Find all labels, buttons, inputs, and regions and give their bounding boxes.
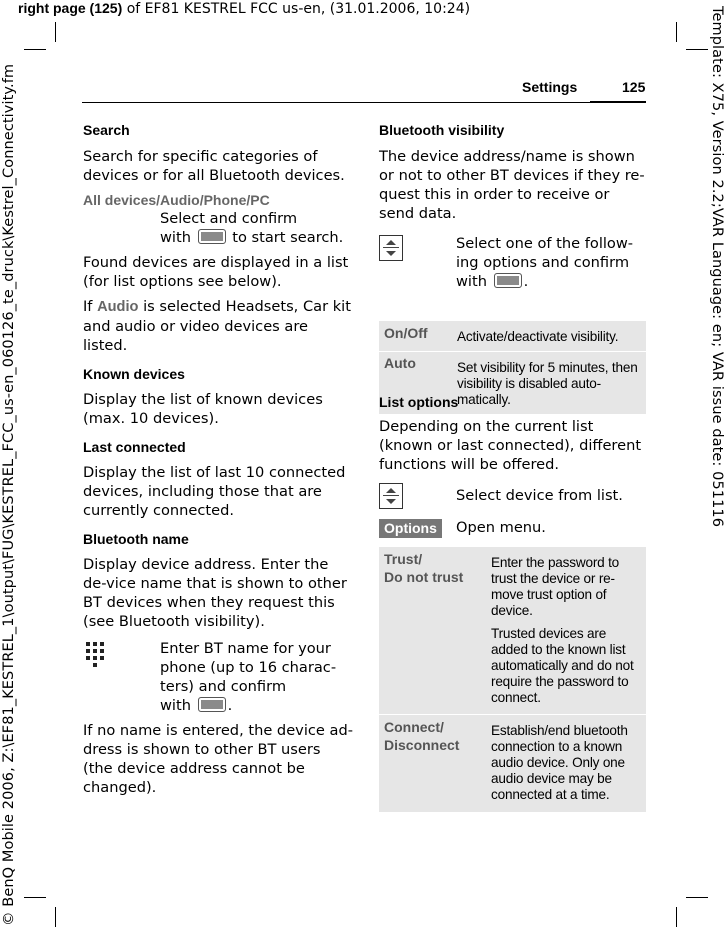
visibility-instruction-end: . (523, 273, 529, 290)
open-menu-instruction: Open menu. (456, 519, 546, 536)
crop-mark (686, 897, 708, 898)
with-label: with (160, 229, 191, 246)
softkey-icon (494, 273, 522, 288)
known-text: Display the list of known devices (max. 10 devices). (83, 391, 323, 427)
option-value-trust: Enter the password to trust the device or re-move trust option of device. (491, 555, 620, 618)
audio-note-word: Audio (97, 299, 139, 315)
option-value-connect: Establish/end bluetooth connection to a known audio device. Only one audio device may be connected at a time. (491, 723, 628, 802)
audio-note-post: is selected Headsets, Car kit and audio or video devices are listed. (83, 298, 351, 354)
header-rule (82, 102, 590, 103)
list-select-instruction: Select device from list. (456, 487, 623, 504)
option-key-on-off: On/Off (384, 325, 428, 341)
side-copyright: © BenQ Mobile 2006, Z:\EF81_KESTREL_1\output\FUG\KESTREL_FCC_us-en_060126_te_druck\Kestrel_Connectivity.fm (1, 63, 17, 926)
search-heading: Search (83, 122, 130, 138)
btname-instruction-end: . (227, 697, 233, 714)
running-head-section: Settings (522, 79, 578, 95)
option-key-trust: Trust/ (384, 551, 423, 567)
option-key-auto: Auto (384, 355, 416, 371)
search-menu-path: All devices/Audio/Phone/PC (83, 192, 270, 208)
print-header-doc: of EF81 KESTREL FCC us-en, (31.01.2006, 10:24) (122, 1, 471, 17)
crop-mark (24, 897, 46, 898)
last-text: Display the list of last 10 connected devices, including those that are currently connected. (83, 464, 346, 519)
list-options-section (379, 393, 647, 474)
crop-mark (55, 22, 56, 42)
audio-note-pre: If (83, 298, 93, 315)
search-text: Search for specific categories of devices or for all Bluetooth devices. (83, 148, 345, 184)
navigation-key-icon (379, 235, 403, 261)
btname-instruction-block (83, 639, 353, 715)
visibility-heading: Bluetooth visibility (379, 122, 505, 138)
visibility-instruction-block (379, 234, 647, 291)
with-label: with (160, 697, 191, 714)
option-key-disconnect: Disconnect (384, 737, 460, 753)
visibility-text: The device address/name is shown or not to other BT devices if they re-quest this in order to receive or send data. (379, 148, 645, 222)
search-audio-note (83, 297, 353, 355)
side-template: Template: X75, Version 2.2;VAR Language: en; VAR issue date: 051116 (709, 6, 725, 528)
list-options-table (379, 547, 646, 812)
option-value-on-off: Activate/deactivate visibility. (457, 329, 619, 344)
list-options-text: Depending on the current list (known or last connected), different functions will be offered. (379, 418, 642, 473)
softkey-icon (198, 229, 226, 244)
left-column (83, 121, 353, 797)
last-heading: Last connected (83, 439, 186, 455)
known-heading: Known devices (83, 366, 185, 382)
btname-instruction-2 (160, 696, 353, 715)
print-header (18, 0, 470, 17)
table-divider (379, 714, 646, 715)
btname-noname: If no name is entered, the device ad-dress is shown to other BT users (the device address cannot be changed). (83, 722, 353, 796)
navigation-key-icon (379, 483, 403, 509)
visibility-instruction-2 (456, 272, 647, 291)
search-found: Found devices are displayed in a list (for list options see below). (83, 254, 349, 290)
option-key-do-not-trust: Do not trust (384, 569, 464, 585)
crop-mark (55, 907, 56, 927)
btname-instruction: Enter BT name for your phone (up to 16 charac-ters) and confirm (160, 640, 337, 695)
option-key-connect: Connect/ (384, 719, 444, 735)
search-instruction-2 (160, 228, 353, 247)
print-header-page: right page (125) (18, 0, 123, 16)
btname-text: Display device address. Enter the de-vice name that is shown to other BT devices when they request this (see Bluetooth visibility). (83, 556, 347, 630)
visibility-instruction: Select one of the follow-ing options and confirm (456, 235, 634, 271)
softkey-icon (198, 697, 226, 712)
table-divider (379, 351, 646, 352)
option-value-auto: Set visibility for 5 minutes, then visibility is disabled auto-matically. (457, 360, 638, 407)
list-options-heading: List options (379, 394, 459, 410)
keypad-icon (86, 642, 112, 668)
running-head-page: 125 (622, 79, 646, 95)
crop-mark (24, 49, 46, 50)
crop-mark (676, 907, 677, 927)
option-value-trust-note: Trusted devices are added to the known list automatically and do not require the password to connect. (491, 626, 634, 705)
crop-mark (676, 22, 677, 42)
crop-mark (686, 49, 708, 50)
options-softkey: Options (379, 519, 442, 538)
search-instruction: Select and confirm (160, 210, 298, 227)
search-instruction-end: to start search. (232, 229, 344, 246)
with-label: with (456, 273, 487, 290)
header-rule-page (590, 101, 646, 103)
right-column (379, 121, 647, 291)
btname-heading: Bluetooth name (83, 531, 189, 547)
